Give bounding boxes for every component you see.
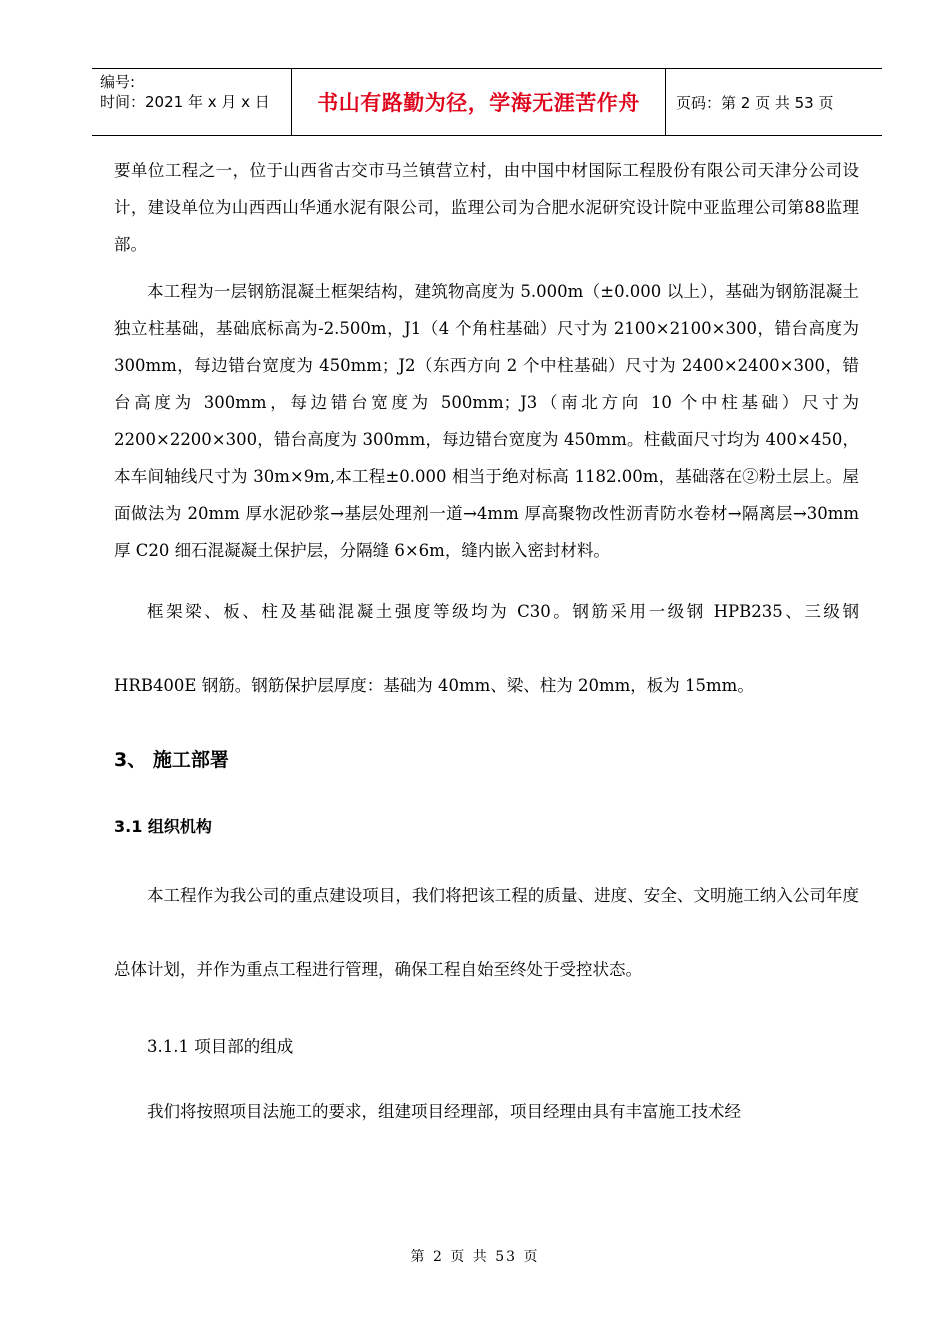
paragraph-project-manager: 我们将按照项目法施工的要求，组建项目经理部，项目经理由具有丰富施工技术经 [147,1102,741,1121]
header-meta [92,69,292,135]
section-heading-construction-deployment: 3、 施工部署 [114,749,229,771]
document-number-label: 编号: [100,73,136,91]
section-heading-organization: 3.1 组织机构 [114,817,212,836]
document-body [114,152,859,1130]
header-motto: 书山有路勤为径，学海无涯苦作舟 [292,69,666,135]
paragraph-project-location: 要单位工程之一，位于山西省古交市马兰镇营立村，由中国中材国际工程股份有限公司天津分公司设计，建设单位为山西西山华通水泥有限公司，监理公司为合肥水泥研究设计院中亚监理公司第88监理部。 [114,161,859,254]
header-page-number: 页码：第 2 页 共 53 页 [676,93,834,112]
document-time-label: 时间：2021 年 x 月 x 日 [100,93,270,111]
paragraph-concrete-grade: 框架梁、板、柱及基础混凝土强度等级均为 C30。钢筋采用一级钢 HPB235、三级钢 HRB400E 钢筋。钢筋保护层厚度：基础为 40mm、梁、柱为 20mm，板为 15mm。 [114,602,859,695]
page-footer: 第 2 页 共 53 页 [410,1249,540,1265]
section-heading-project-department: 3.1.1 项目部的组成 [147,1037,294,1056]
paragraph-structure-description: 本工程为一层钢筋混凝土框架结构，建筑物高度为 5.000m（±0.000 以上），基础为钢筋混凝土独立柱基础，基础底标高为-2.500m，J1（4 个角柱基础）尺寸为 2100×2100×300，错台高度为 300mm，每边错台宽度为 450mm；J2（东西方向 2 个中柱基础）尺寸为 2400×2400×300，错台高度为 300mm，每边错台宽度为 500mm；J3（南北方向 10 个中柱基础）尺寸为 2200×2200×300，错台高度为 300mm，每边错台宽度为 450mm。柱截面尺寸均为 400×450，本车间轴线尺寸为 30m×9m,本工程±0.000 相当于绝对标高 1182.00m，基础落在②粉土层上。屋面做法为 20mm 厚水泥砂浆→基层处理剂一道→4mm 厚高聚物改性沥青防水卷材→隔离层→30mm 厚 C20 细石混凝凝土保护层，分隔缝 6×6m，缝内嵌入密封材料。 [114,282,859,560]
paragraph-key-project: 本工程作为我公司的重点建设项目，我们将把该工程的质量、进度、安全、文明施工纳入公司年度总体计划，并作为重点工程进行管理，确保工程自始至终处于受控状态。 [114,886,859,979]
page-header [92,68,882,136]
